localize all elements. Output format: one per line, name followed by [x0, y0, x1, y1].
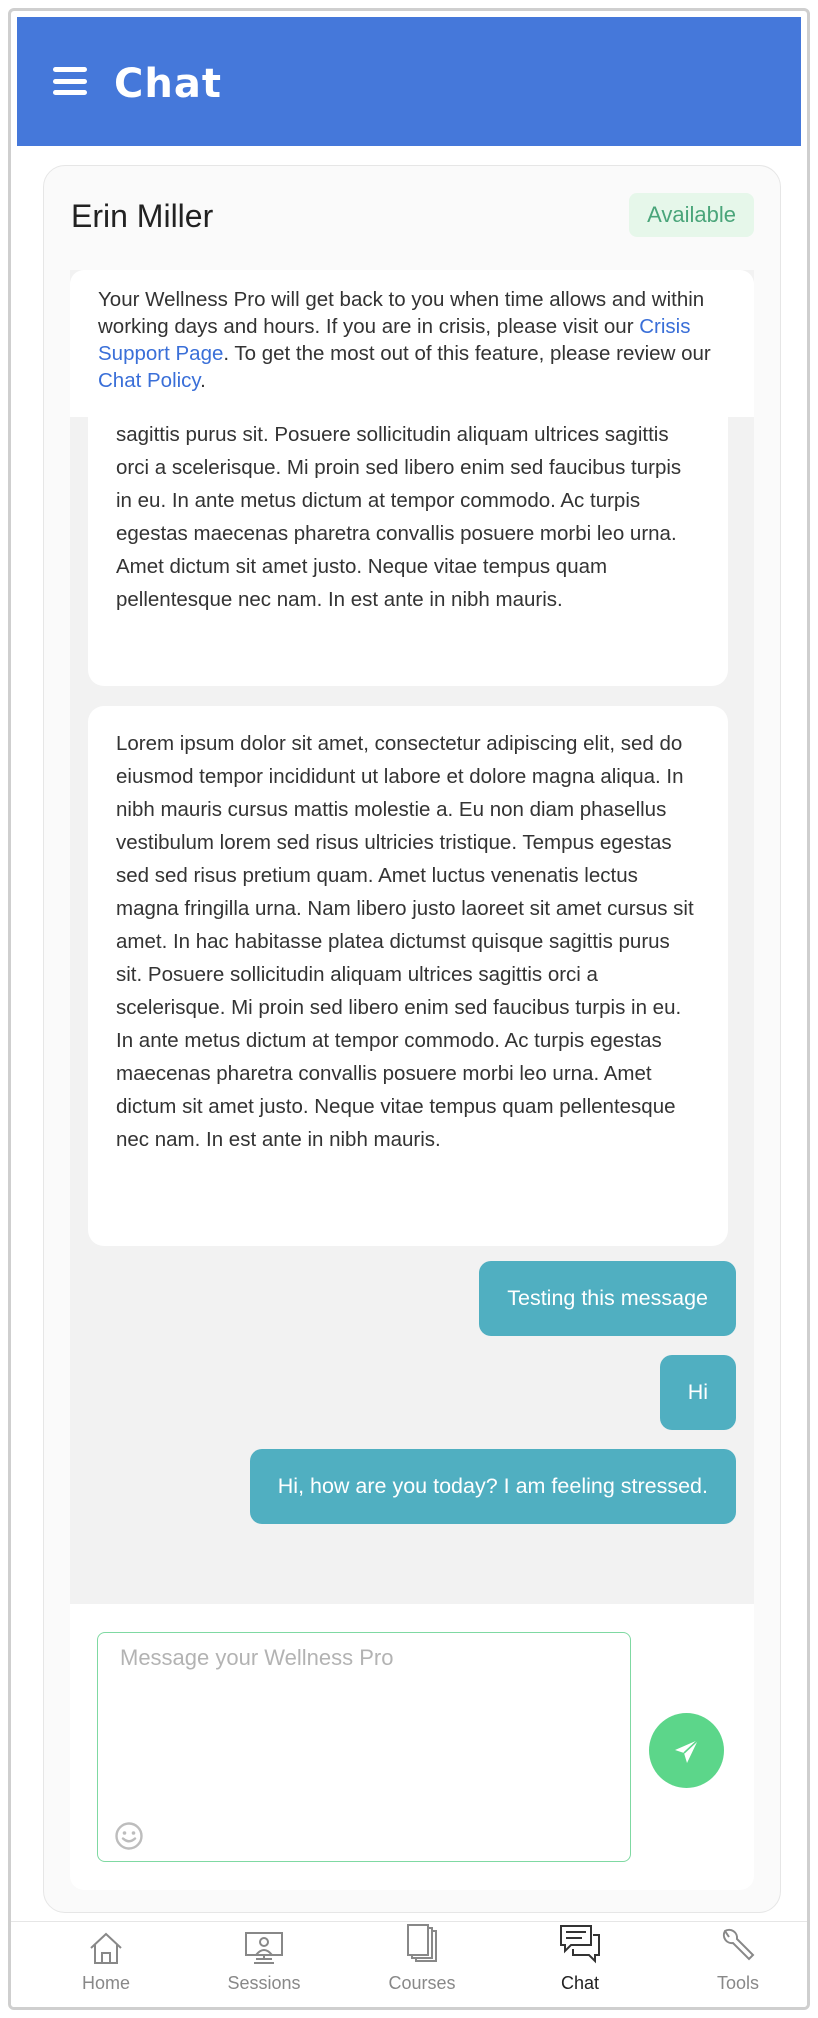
message-composer — [70, 1604, 754, 1890]
nav-item-courses[interactable] — [342, 1922, 502, 2008]
bottom-navigation — [11, 1921, 807, 2007]
notice-text-before: Your Wellness Pro will get back to you when time allows and within working days and hours. If you are in crisis, please visit our — [98, 288, 705, 338]
wrench-icon — [717, 1925, 759, 1967]
home-icon — [86, 1929, 126, 1967]
presentation-icon — [242, 1929, 286, 1967]
incoming-message: sagittis purus sit. Posuere sollicitudin aliquam ultrices sagittis orci a scelerisque. Mi proin sed libero enim sed faucibus turpis in eu. In ante metus dictum at tempor commodo. Ac turpis egestas maecenas pharetra convallis posuere morbi leo urna. Amet dictum sit amet justo. Neque vitae tempus quam pellentesque nec nam. In est ante in nibh mauris. — [88, 314, 728, 686]
nav-item-sessions[interactable] — [184, 1922, 344, 2008]
nav-item-home[interactable] — [26, 1922, 186, 2008]
message-thread[interactable] — [70, 270, 754, 1604]
notice-text-middle: . To get the most out of this feature, please review our — [223, 342, 711, 365]
nav-item-tools[interactable] — [658, 1922, 810, 2008]
notice-text-after: . — [200, 369, 206, 392]
nav-item-chat[interactable] — [500, 1922, 660, 2008]
chat-bubbles-icon — [557, 1923, 603, 1967]
message-input-box — [97, 1632, 631, 1862]
chat-card — [43, 165, 781, 1913]
app-frame — [8, 8, 810, 2010]
wellness-pro-name: Erin Miller — [71, 198, 214, 234]
nav-label-sessions: Sessions — [227, 1973, 301, 1993]
crisis-support-link[interactable]: Crisis Support Page — [98, 315, 691, 365]
message-input[interactable] — [98, 1633, 630, 1803]
send-button[interactable] — [649, 1713, 724, 1788]
nav-label-tools: Tools — [716, 1973, 760, 1993]
chat-policy-link[interactable]: Chat Policy — [98, 369, 201, 392]
outgoing-message: Testing this message — [479, 1261, 736, 1336]
incoming-message: Lorem ipsum dolor sit amet, consectetur adipiscing elit, sed do eiusmod tempor incididunt ut labore et dolore magna aliqua. In nibh mauris cursus mattis molestie a. Eu non diam phasellus vestibulum lorem sed risus ultricies tristique. Tempus egestas sed sed risus pretium quam. Amet luctus venenatis lectus magna fringilla urna. Nam libero justo laoreet sit amet cursus sit amet. In hac habitasse platea dictumst quisque sagittis purus sit. Posuere sollicitudin aliquam ultrices sagittis orci a scelerisque. Mi proin sed libero enim sed faucibus turpis in eu. In ante metus dictum at tempor commodo. Ac turpis egestas maecenas pharetra convallis posuere morbi leo urna. Amet dictum sit amet justo. Neque vitae tempus quam pellentesque nec nam. In est ante in nibh mauris. — [88, 706, 728, 1246]
chat-notice — [70, 270, 754, 417]
hamburger-menu-icon[interactable] — [53, 67, 87, 95]
documents-icon — [402, 1923, 442, 1967]
top-app-bar — [17, 17, 801, 146]
paper-plane-icon — [672, 1736, 702, 1766]
outgoing-message: Hi — [660, 1355, 736, 1430]
nav-label-home: Home — [81, 1973, 130, 1993]
nav-label-courses: Courses — [388, 1973, 456, 1993]
nav-label-chat: Chat — [560, 1973, 600, 1993]
page-title: Chat — [114, 61, 222, 107]
status-badge: Available — [629, 193, 754, 237]
smiley-icon[interactable] — [114, 1821, 144, 1851]
outgoing-message: Hi, how are you today? I am feeling stressed. — [250, 1449, 736, 1524]
